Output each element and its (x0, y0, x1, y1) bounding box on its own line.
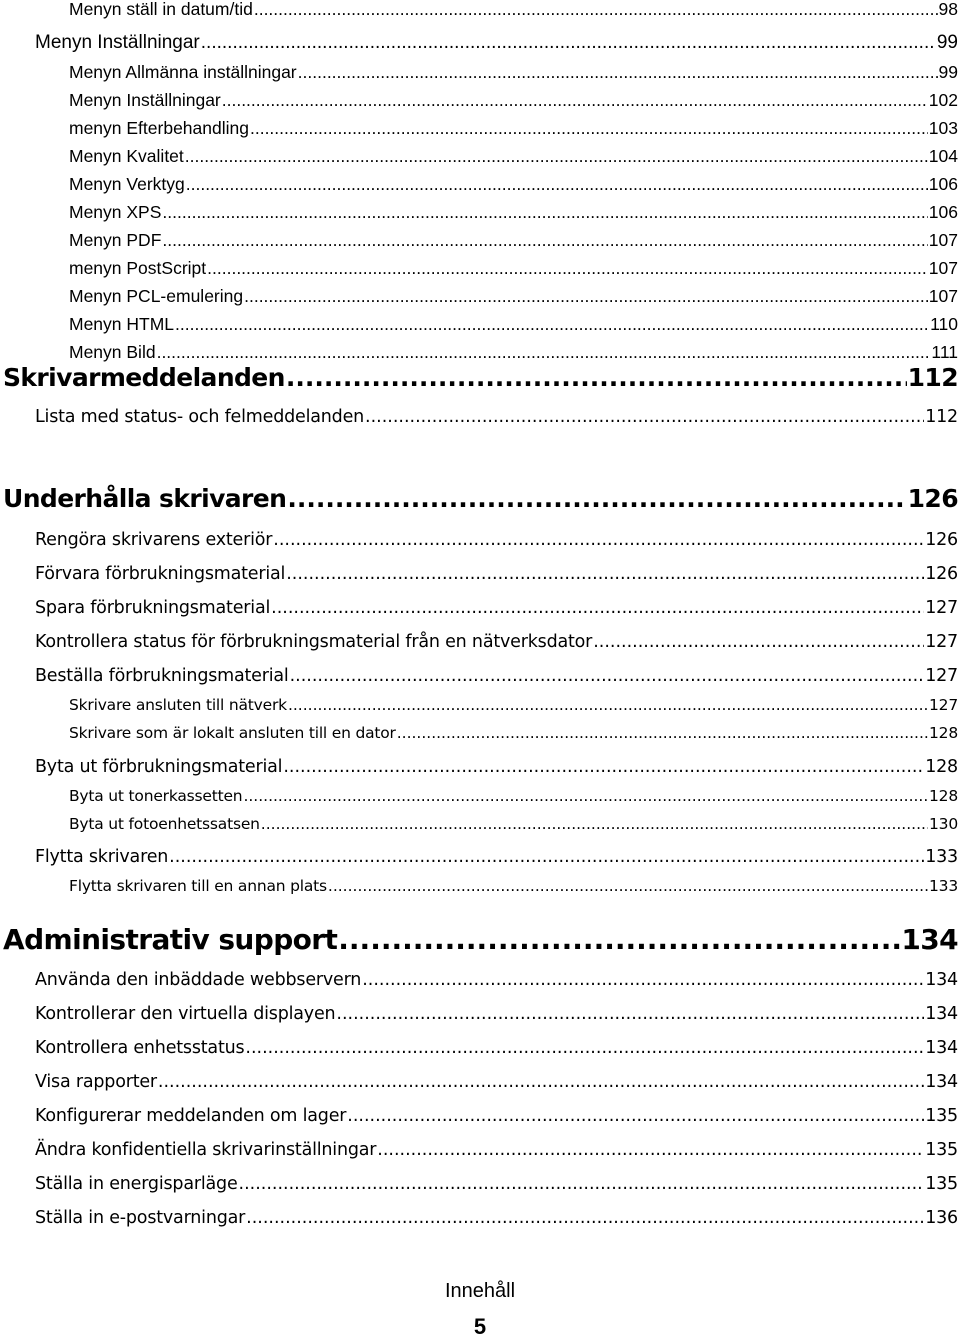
toc-entry-page: 134 (925, 1004, 958, 1024)
toc-entry[interactable] (35, 966, 958, 994)
leader-dots (365, 403, 924, 431)
toc-entry[interactable] (69, 284, 958, 308)
toc-entry-label: Menyn Inställningar (69, 90, 221, 110)
leader-dots (347, 1102, 924, 1130)
toc-entry-label: Lista med status- och felmeddelanden (35, 407, 365, 427)
toc-entry[interactable] (35, 1000, 958, 1028)
toc-entry[interactable] (69, 721, 958, 745)
toc-entry[interactable] (35, 1204, 958, 1232)
leader-dots (222, 88, 928, 112)
toc-chapter[interactable] (3, 360, 958, 396)
toc-entry-page: 110 (930, 314, 958, 334)
toc-entry-page: 98 (938, 0, 958, 19)
toc-entry-label: Ställa in e-postvarningar (35, 1208, 246, 1228)
toc-entry-label: Kontrollera enhetsstatus (35, 1038, 245, 1058)
leader-dots (271, 594, 924, 622)
leader-dots (286, 360, 907, 396)
toc-entry[interactable] (69, 144, 958, 168)
toc-entry[interactable] (69, 172, 958, 196)
toc-entry-page: 126 (925, 530, 958, 550)
toc-entry-page: 128 (929, 787, 958, 805)
toc-entry[interactable] (69, 312, 958, 336)
toc-entry-page: 111 (931, 342, 958, 362)
toc-entry-page: 99 (936, 32, 958, 53)
toc-chapter-label: Skrivarmeddelanden (3, 363, 285, 392)
toc-entry-page: 128 (929, 724, 958, 742)
leader-dots (175, 312, 929, 336)
toc-entry[interactable] (35, 1136, 958, 1164)
leader-dots (261, 812, 928, 836)
toc-entry-page: 135 (925, 1140, 958, 1160)
toc-chapter[interactable] (3, 920, 958, 960)
toc-entry-label: Skrivare ansluten till nätverk (69, 696, 287, 714)
toc-entry[interactable] (35, 1102, 958, 1130)
leader-dots (290, 662, 925, 690)
toc-entry[interactable] (35, 662, 958, 690)
toc-entry-page: 104 (928, 146, 958, 166)
toc-entry-label: menyn Efterbehandling (69, 118, 249, 138)
footer-section-label: Innehåll (444, 1280, 516, 1302)
toc-chapter-page: 112 (907, 363, 958, 392)
leader-dots (288, 693, 928, 717)
toc-entry-label: Beställa förbrukningsmaterial (35, 666, 289, 686)
leader-dots (185, 144, 928, 168)
toc-entry[interactable] (35, 753, 958, 781)
toc-entry-page: 106 (928, 202, 958, 222)
toc-entry[interactable] (35, 843, 958, 871)
toc-entry-page: 134 (925, 1072, 958, 1092)
toc-entry[interactable] (69, 693, 958, 717)
toc-entry[interactable] (35, 594, 958, 622)
leader-dots (338, 920, 900, 960)
toc-entry-label: Skrivare som är lokalt ansluten till en dator (69, 724, 396, 742)
toc-entry-page: 135 (925, 1174, 958, 1194)
toc-entry-page: 133 (925, 847, 958, 867)
toc-entry-page: 127 (929, 696, 958, 714)
toc-entry[interactable] (69, 88, 958, 112)
toc-chapter-label: Underhålla skrivaren (3, 484, 287, 513)
toc-entry-page: 127 (925, 632, 958, 652)
toc-entry-label: Byta ut fotoenhetssatsen (69, 815, 260, 833)
toc-entry-page: 136 (925, 1208, 958, 1228)
toc-entry-page: 99 (938, 62, 958, 82)
footer-section-title (0, 1280, 960, 1303)
toc-entry-label: Ändra konfidentiella skrivarinställningar (35, 1140, 377, 1160)
leader-dots (162, 200, 927, 224)
footer-page-number: 5 (473, 1314, 487, 1339)
toc-entry-label: Konfigurerar meddelanden om lager (35, 1106, 347, 1126)
toc-chapter-label: Administrativ support (3, 923, 338, 956)
toc-entry-label: Flytta skrivaren till en annan plats (69, 877, 327, 895)
toc-entry[interactable] (35, 403, 958, 431)
toc-entry-page: 134 (925, 970, 958, 990)
leader-dots (377, 1136, 924, 1164)
toc-entry-label: Menyn Kvalitet (69, 146, 184, 166)
leader-dots (397, 721, 928, 745)
leader-dots (362, 966, 924, 994)
toc-entry-label: Kontrollera status för förbrukningsmaterial från en nätverksdator (35, 632, 593, 652)
toc-entry-label: Byta ut tonerkassetten (69, 787, 243, 805)
toc-entry[interactable] (35, 30, 958, 56)
leader-dots (298, 60, 938, 84)
toc-entry-label: Menyn XPS (69, 202, 162, 222)
toc-entry-label: Menyn ställ in datum/tid (69, 0, 253, 19)
toc-entry-page: 107 (928, 258, 958, 278)
leader-dots (244, 284, 928, 308)
toc-entry[interactable] (35, 628, 958, 656)
toc-entry[interactable] (69, 60, 958, 84)
toc-entry-label: menyn PostScript (69, 258, 207, 278)
toc-entry-page: 128 (925, 757, 958, 777)
toc-entry-label: Ställa in energisparläge (35, 1174, 238, 1194)
leader-dots (169, 843, 924, 871)
leader-dots (158, 1068, 924, 1096)
toc-entry-label: Menyn Verktyg (69, 174, 185, 194)
toc-entry[interactable] (69, 874, 958, 898)
toc-entry-page: 130 (929, 815, 958, 833)
toc-entry-page: 106 (928, 174, 958, 194)
leader-dots (243, 784, 928, 808)
toc-entry-label: Flytta skrivaren (35, 847, 169, 867)
toc-entry-label: Menyn Bild (69, 342, 156, 362)
toc-entry[interactable] (35, 1034, 958, 1062)
leader-dots (239, 1170, 925, 1198)
toc-entry-label: Förvara förbrukningsmaterial (35, 564, 286, 584)
leader-dots (254, 0, 938, 21)
leader-dots (283, 753, 924, 781)
toc-entry-label: Menyn Inställningar (35, 32, 200, 53)
toc-entry-page: 103 (928, 118, 958, 138)
toc-entry-label: Använda den inbäddade webbservern (35, 970, 362, 990)
toc-entry[interactable] (69, 228, 958, 252)
toc-entry-label: Menyn HTML (69, 314, 175, 334)
leader-dots (287, 481, 906, 517)
toc-entry[interactable] (69, 256, 958, 280)
toc-entry[interactable] (69, 0, 958, 21)
leader-dots (328, 874, 928, 898)
toc-entry-label: Visa rapporter (35, 1072, 157, 1092)
leader-dots (286, 560, 924, 588)
leader-dots (273, 526, 924, 554)
toc-entry-page: 112 (925, 407, 958, 427)
toc-chapter-page: 126 (907, 484, 958, 513)
leader-dots (246, 1204, 924, 1232)
toc-entry-label: Rengöra skrivarens exteriör (35, 530, 273, 550)
leader-dots (336, 1000, 924, 1028)
toc-entry[interactable] (69, 812, 958, 836)
toc-entry-page: 102 (928, 90, 958, 110)
toc-entry-page: 127 (925, 598, 958, 618)
toc-entry-page: 107 (928, 286, 958, 306)
toc-entry[interactable] (69, 200, 958, 224)
leader-dots (201, 30, 936, 56)
toc-entry-page: 107 (928, 230, 958, 250)
toc-entry-label: Menyn Allmänna inställningar (69, 62, 297, 82)
toc-entry-page: 134 (925, 1038, 958, 1058)
leader-dots (245, 1034, 924, 1062)
toc-entry[interactable] (35, 1170, 958, 1198)
toc-entry-page: 135 (925, 1106, 958, 1126)
toc-entry-label: Menyn PDF (69, 230, 162, 250)
toc-entry[interactable] (69, 116, 958, 140)
leader-dots (250, 116, 928, 140)
toc-chapter[interactable] (3, 481, 958, 517)
toc-entry-label: Kontrollerar den virtuella displayen (35, 1004, 336, 1024)
toc-entry[interactable] (35, 560, 958, 588)
toc-entry-page: 126 (925, 564, 958, 584)
toc-chapter-page: 134 (901, 923, 958, 956)
toc-entry-page: 133 (929, 877, 958, 895)
leader-dots (162, 228, 927, 252)
leader-dots (186, 172, 928, 196)
toc-entry-label: Byta ut förbrukningsmaterial (35, 757, 283, 777)
toc-entry[interactable] (35, 1068, 958, 1096)
toc-entry-label: Spara förbrukningsmaterial (35, 598, 271, 618)
leader-dots (207, 256, 928, 280)
leader-dots (593, 628, 924, 656)
toc-entry[interactable] (35, 526, 958, 554)
toc-entry[interactable] (69, 784, 958, 808)
toc-entry-label: Menyn PCL-emulering (69, 286, 244, 306)
toc-entry-page: 127 (925, 666, 958, 686)
